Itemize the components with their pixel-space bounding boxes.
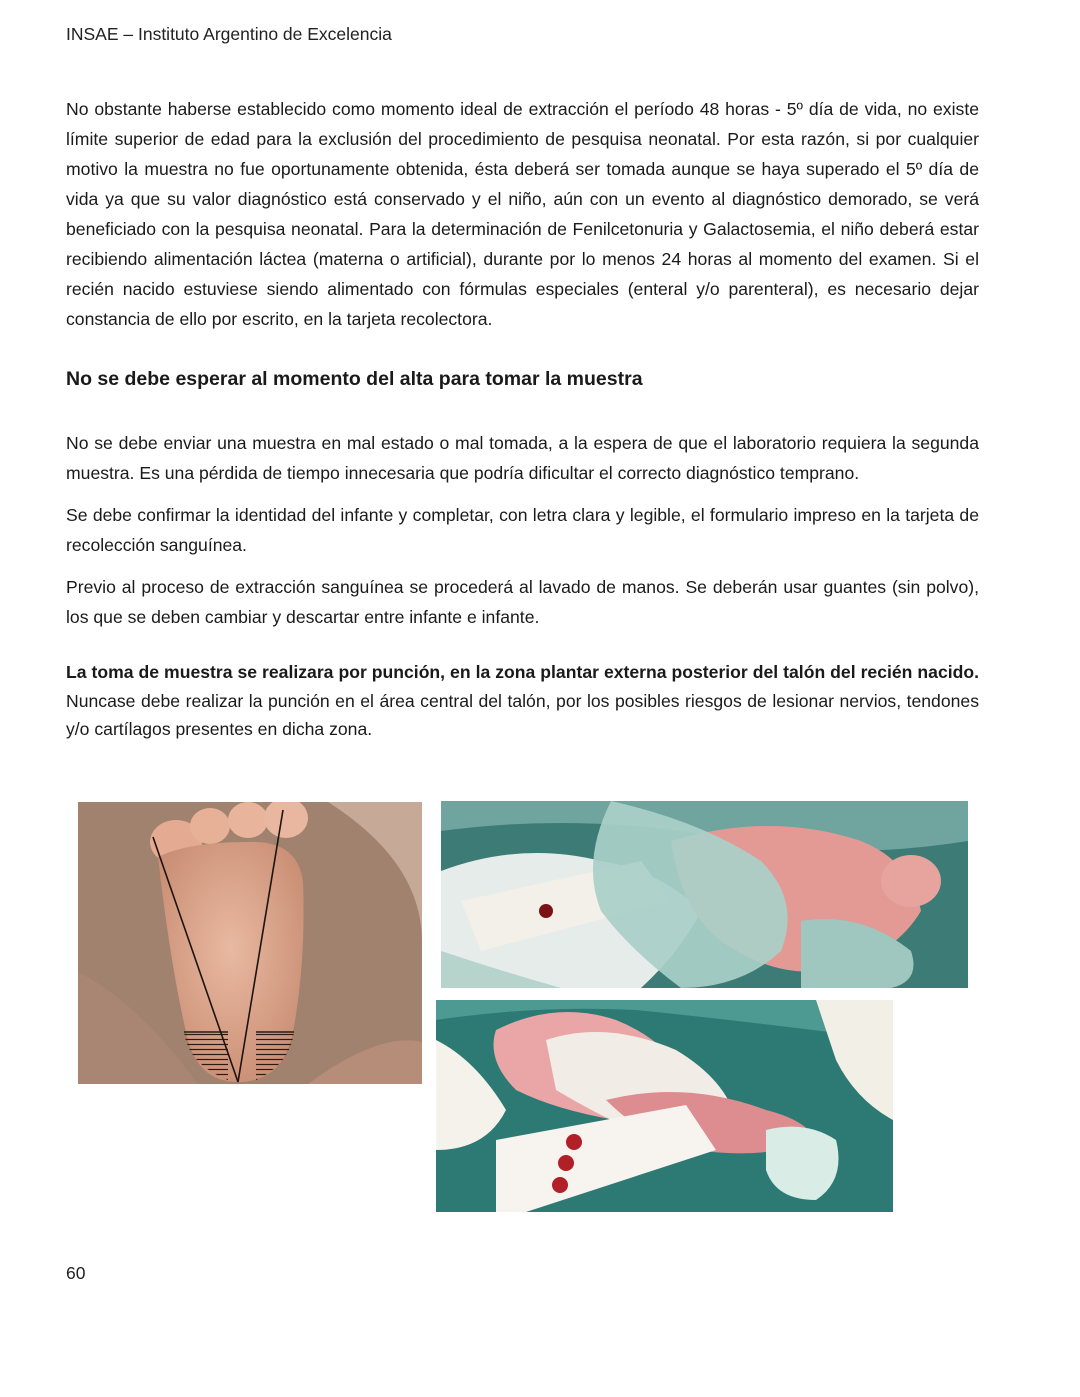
paragraph-sample-timing: No obstante haberse establecido como momento ideal de extracción el período 48 horas - 5º día de vida, no existe límite superior de edad para la exclusión del procedimiento de pesquisa neonatal. Por esta razón, si por cualquier motivo la muestra no fue oportunamente obtenida, ésta deberá ser tomada aunque se haya superado el 5º día de vida ya que su valor diagnóstico está conservado y el niño, aún con un evento al diagnóstico demorado, se verá beneficiado con la pesquisa neonatal. Para la determinación de Fenilcetonuria y Galactosemia, el niño deberá estar recibiendo alimentación láctea (materna o artificial), durante por lo menos 24 horas al momento del examen. Si el recién nacido estuviese siendo alimentado con fórmulas especiales (enteral y/o parenteral), es necesario dejar constancia de ello por escrito, en la tarjeta recolectora. <box>66 99 979 329</box>
section-heading: No se debe esperar al momento del alta para tomar la muestra <box>66 368 643 390</box>
paragraph-puncture-site <box>66 658 979 744</box>
paragraph-handwashing: Previo al proceso de extracción sanguínea se procederá al lavado de manos. Se deberán usar guantes (sin polvo), los que se deben cambiar y descartar entre infante e infante. <box>66 577 979 627</box>
paragraph-bad-sample: No se debe enviar una muestra en mal estado o mal tomada, a la espera de que el laboratorio requiera la segunda muestra. Es una pérdida de tiempo innecesaria que podría dificultar el correcto diagnóstico temprano. <box>66 433 979 483</box>
foot-sole-diagram-image <box>78 802 422 1084</box>
document-body <box>66 94 979 744</box>
page-number: 60 <box>66 1263 86 1283</box>
page-header: INSAE – Instituto Argentino de Excelencia <box>66 24 392 44</box>
puncture-site-bold: La toma de muestra se realizara por punción, en la zona plantar externa posterior del talón del recién nacido. <box>66 662 979 682</box>
heel-prick-photo-1 <box>441 801 968 988</box>
puncture-site-rest: Nuncase debe realizar la punción en el área central del talón, por los posibles riesgos de lesionar nervios, tendones y/o cartílagos presentes en dicha zona. <box>66 690 979 739</box>
heel-prick-photo-2 <box>436 1000 893 1212</box>
paragraph-identity: Se debe confirmar la identidad del infante y completar, con letra clara y legible, el formulario impreso en la tarjeta de recolección sanguínea. <box>66 505 979 555</box>
